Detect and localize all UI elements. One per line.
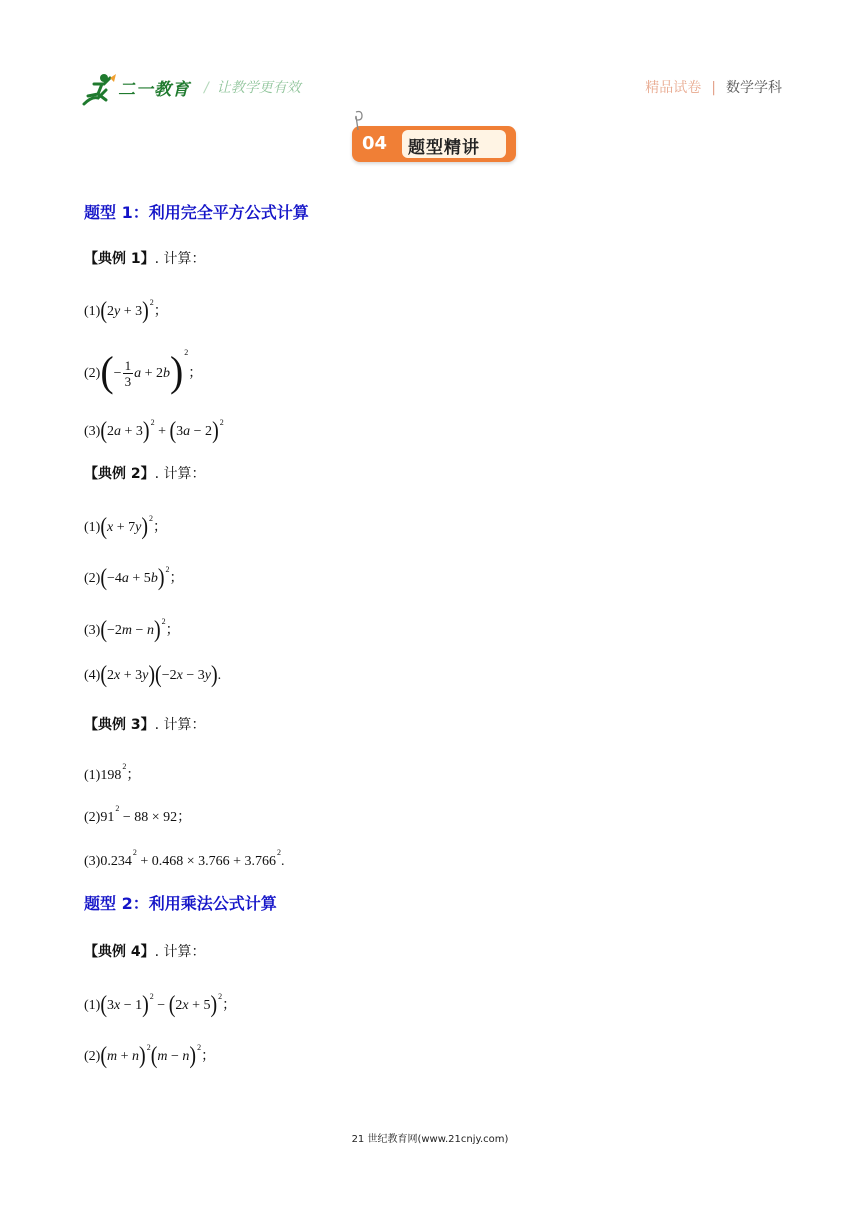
problem-4-1: $(1)(3x - 1)^2 - (2x + 5)^2$；	[84, 991, 237, 1019]
problem-3-2: $(2)91^2 - 88 \times 92$；	[84, 804, 192, 825]
item-number: (3)	[84, 424, 101, 439]
badge-number: 04	[362, 133, 388, 154]
item-number: (1)	[84, 520, 101, 535]
problem-3-3: $(3)0.234^2 + 0.468 \times 3.766 + 3.766^2$.	[84, 848, 285, 869]
example-heading-3	[84, 714, 206, 734]
pin-icon	[352, 110, 368, 132]
item-number: (1)	[84, 304, 101, 319]
badge-body	[352, 126, 516, 162]
problem-1-2: (2)(− $\frac{1}{3}$ a + 2b)$^2$；	[84, 347, 203, 396]
item-number: (1)	[84, 768, 101, 783]
example-suffix: . 计算：	[154, 466, 206, 482]
example-suffix: . 计算：	[154, 944, 206, 960]
example-suffix: . 计算：	[154, 251, 206, 267]
brand-name: 二一教育	[118, 80, 190, 100]
header-subject: 数学学科	[726, 80, 782, 96]
problem-4-2: $(2)(m + n)^2(m - n)^2$；	[84, 1042, 216, 1070]
problem-1-1: $(1)(2y + 3)^2$；	[84, 297, 168, 325]
example-label: 【典例 3】	[84, 717, 155, 733]
page-footer: 21 世纪教育网(www.21cnjy.com)	[351, 1134, 509, 1145]
item-number: (2)	[84, 366, 101, 381]
section-title-2: 题型 2：利用乘法公式计算	[84, 894, 277, 913]
header-label: 精品试卷	[645, 80, 702, 96]
example-label: 【典例 2】	[84, 466, 155, 482]
problem-1-3: $(3)(2a + 3)^2 + (3a - 2)^2$	[84, 417, 224, 445]
header-right	[645, 77, 782, 97]
problem-2-1: $(1)(x + 7y)^2$；	[84, 513, 168, 541]
example-heading-4	[84, 941, 206, 961]
item-number: (2)	[84, 810, 101, 825]
slogan	[204, 77, 301, 97]
badge-title: 题型精讲	[408, 138, 480, 158]
problem-2-3: $(3)(-2m - n)^2$；	[84, 616, 180, 644]
example-heading-2	[84, 463, 206, 483]
example-label: 【典例 1】	[84, 251, 155, 267]
badge-inner	[402, 130, 506, 158]
section-title-1: 题型 1：利用完全平方公式计算	[84, 203, 309, 222]
item-number: (3)	[84, 854, 101, 869]
slogan-text: 让教学更有效	[216, 80, 301, 96]
problem-3-1: $(1)198^2$；	[84, 762, 141, 783]
item-number: (1)	[84, 998, 101, 1013]
problem-2-2: $(2)(-4a + 5b)^2$；	[84, 564, 184, 592]
item-number: (2)	[84, 571, 101, 586]
page-header	[80, 62, 782, 112]
item-number: (2)	[84, 1049, 101, 1064]
item-number: (3)	[84, 623, 101, 638]
section-badge	[350, 110, 520, 168]
example-suffix: . 计算：	[154, 717, 206, 733]
example-heading-1	[84, 248, 206, 268]
problem-2-4: (4)(2x + 3y)(−2x − 3y).	[84, 661, 222, 689]
slogan-slash: /	[204, 80, 209, 96]
header-separator: |	[711, 80, 716, 96]
example-label: 【典例 4】	[84, 944, 155, 960]
item-number: (4)	[84, 668, 101, 683]
